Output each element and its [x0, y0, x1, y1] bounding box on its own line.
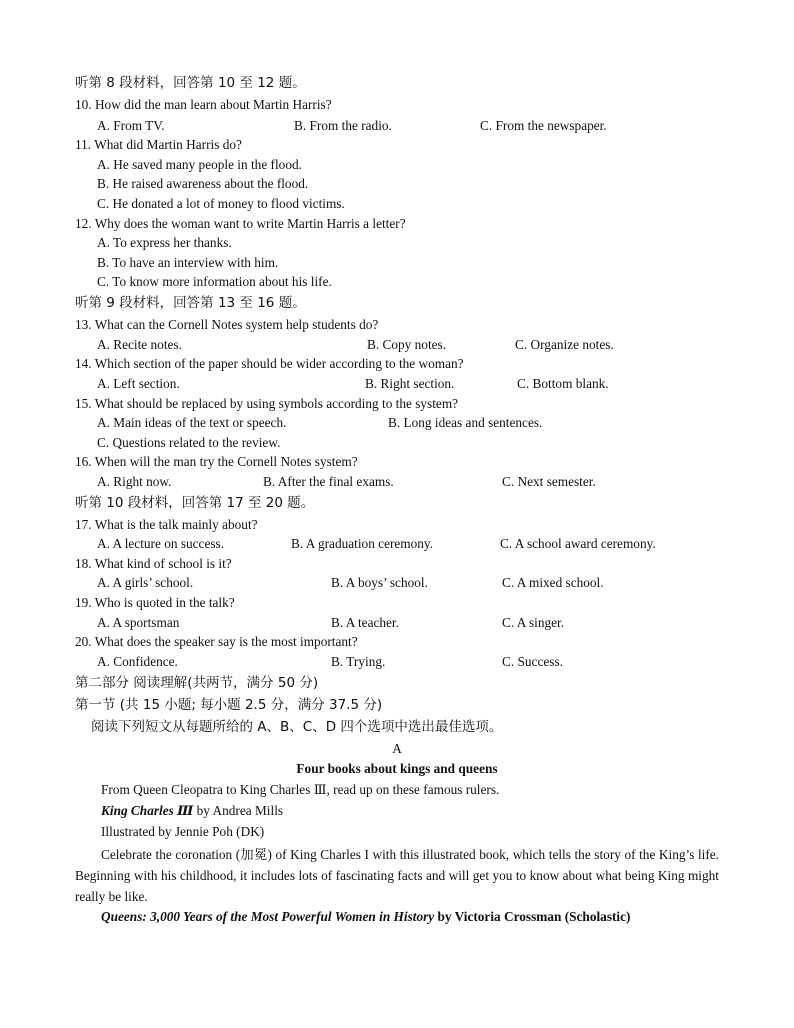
- question-20: 20. What does the speaker say is the most important?: [75, 634, 358, 649]
- book-1-description: Celebrate the coronation (加冕) of King Charles I with this illustrated book, which tells the story of the King’s life. Beginning with his childhood, it includes lots of fascinating facts and will get you to know about what being King might really be like.: [75, 847, 719, 904]
- q13-option-a: A. Recite notes.: [97, 337, 182, 352]
- book-1-illustrator: Illustrated by Jennie Poh (DK): [101, 824, 265, 839]
- reading-instructions: 阅读下列短文从每题所给的 A、B、C、D 四个选项中选出最佳选项。: [91, 719, 503, 735]
- q14-option-a: A. Left section.: [97, 376, 180, 391]
- q15-option-a: A. Main ideas of the text or speech.: [97, 415, 287, 430]
- q16-option-c: C. Next semester.: [502, 474, 596, 489]
- q17-option-c: C. A school award ceremony.: [500, 536, 656, 551]
- q10-option-b: B. From the radio.: [294, 118, 392, 133]
- q16-option-b: B. After the final exams.: [263, 474, 394, 489]
- q11-option-b: B. He raised awareness about the flood.: [97, 176, 309, 191]
- section-8-header: 听第 8 段材料，回答第 10 至 12 题。: [75, 75, 306, 91]
- question-13: 13. What can the Cornell Notes system help students do?: [75, 317, 379, 332]
- question-10: 10. How did the man learn about Martin Harris?: [75, 97, 332, 112]
- question-11: 11. What did Martin Harris do?: [75, 137, 242, 152]
- q20-option-c: C. Success.: [502, 654, 563, 669]
- passage-letter: A: [392, 741, 402, 756]
- q18-option-b: B. A boys’ school.: [331, 575, 428, 590]
- q19-option-b: B. A teacher.: [331, 615, 399, 630]
- q12-option-c: C. To know more information about his life.: [97, 274, 332, 289]
- question-18: 18. What kind of school is it?: [75, 556, 232, 571]
- part-2-header: 第二部分 阅读理解(共两节，满分 50 分): [75, 675, 319, 691]
- q11-option-a: A. He saved many people in the flood.: [97, 157, 302, 172]
- q20-option-b: B. Trying.: [331, 654, 386, 669]
- book-1-title: King Charles Ⅲ: [101, 803, 194, 818]
- question-15: 15. What should be replaced by using symbols according to the system?: [75, 396, 459, 411]
- q19-option-a: A. A sportsman: [97, 615, 180, 630]
- q10-option-a: A. From TV.: [97, 118, 165, 133]
- q14-option-b: B. Right section.: [365, 376, 455, 391]
- q15-option-b: B. Long ideas and sentences.: [388, 415, 543, 430]
- q10-option-c: C. From the newspaper.: [480, 118, 607, 133]
- q15-option-c: C. Questions related to the review.: [97, 435, 281, 450]
- q17-option-b: B. A graduation ceremony.: [291, 536, 434, 551]
- section-1-header: 第一节 (共 15 小题; 每小题 2.5 分，满分 37.5 分): [75, 697, 383, 713]
- question-14: 14. Which section of the paper should be wider according to the woman?: [75, 356, 464, 371]
- q20-option-a: A. Confidence.: [97, 654, 178, 669]
- q18-option-c: C. A mixed school.: [502, 575, 604, 590]
- q18-option-a: A. A girls’ school.: [97, 575, 194, 590]
- q11-option-c: C. He donated a lot of money to flood victims.: [97, 196, 345, 211]
- q17-option-a: A. A lecture on success.: [97, 536, 225, 551]
- q12-option-b: B. To have an interview with him.: [97, 255, 279, 270]
- q12-option-a: A. To express her thanks.: [97, 235, 232, 250]
- q19-option-c: C. A singer.: [502, 615, 565, 630]
- passage-title: Four books about kings and queens: [296, 761, 498, 776]
- section-10-header: 听第 10 段材料，回答第 17 至 20 题。: [75, 495, 315, 511]
- question-19: 19. Who is quoted in the talk?: [75, 595, 235, 610]
- question-16: 16. When will the man try the Cornell Notes system?: [75, 454, 358, 469]
- q13-option-c: C. Organize notes.: [515, 337, 614, 352]
- passage-intro: From Queen Cleopatra to King Charles Ⅲ, read up on these famous rulers.: [101, 782, 500, 797]
- q14-option-c: C. Bottom blank.: [517, 376, 609, 391]
- book-2-heading: [75, 906, 719, 927]
- q13-option-b: B. Copy notes.: [367, 337, 447, 352]
- book-2-author: by Victoria Crossman (Scholastic): [434, 909, 631, 924]
- book-2-title: Queens: 3,000 Years of the Most Powerful Women in History: [101, 909, 435, 924]
- question-12: 12. Why does the woman want to write Martin Harris a letter?: [75, 216, 406, 231]
- book-1-author: by Andrea Mills: [193, 803, 284, 818]
- q16-option-a: A. Right now.: [97, 474, 172, 489]
- question-17: 17. What is the talk mainly about?: [75, 517, 258, 532]
- book-1-heading: [101, 802, 746, 820]
- section-9-header: 听第 9 段材料，回答第 13 至 16 题。: [75, 295, 306, 311]
